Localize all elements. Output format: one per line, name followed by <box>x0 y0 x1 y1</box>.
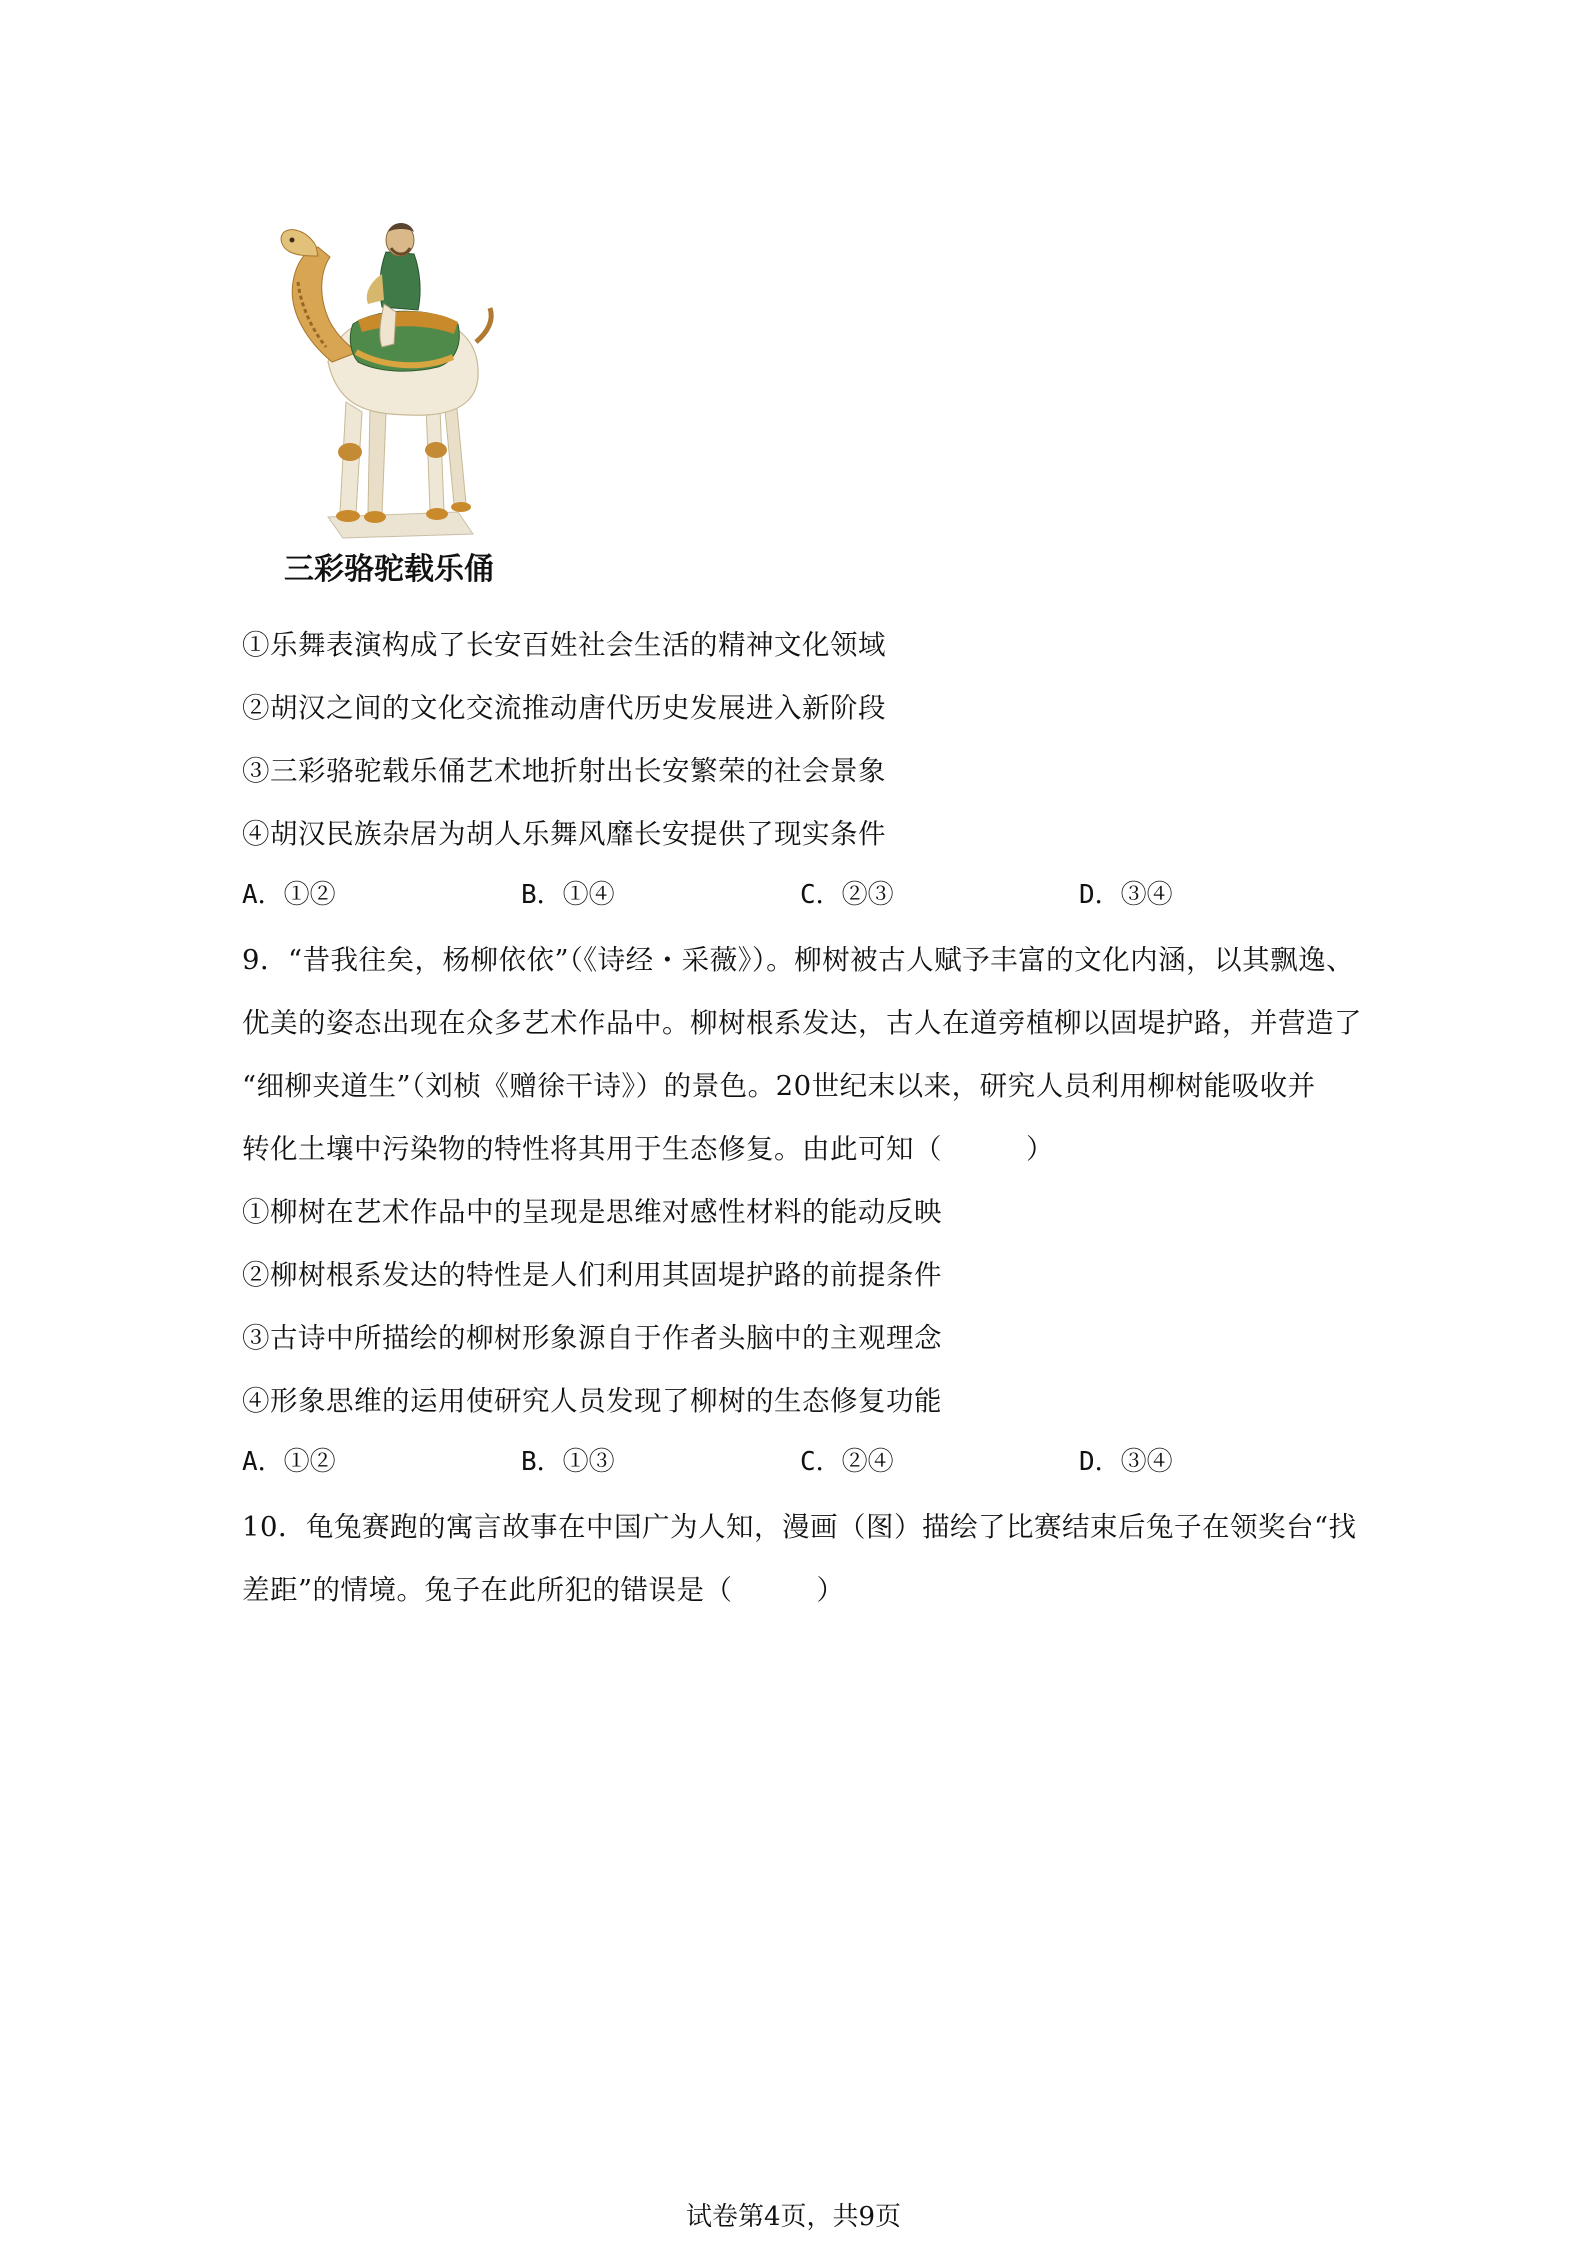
q9-option-b[interactable]: B．①③ <box>521 1447 615 1477</box>
q8-statement-1: ①乐舞表演构成了长安百姓社会生活的精神文化领域 <box>242 629 886 661</box>
q9-statement-4: ④形象思维的运用使研究人员发现了柳树的生态修复功能 <box>242 1385 942 1417</box>
q9-statement-3: ③古诗中所描绘的柳树形象源自于作者头脑中的主观理念 <box>242 1322 942 1354</box>
q9-statement-1: ①柳树在艺术作品中的呈现是思维对感性材料的能动反映 <box>242 1196 942 1228</box>
q9-option-c[interactable]: C．②④ <box>800 1447 894 1477</box>
q9-options <box>242 1441 1242 1477</box>
q8-statement-2: ②胡汉之间的文化交流推动唐代历史发展进入新阶段 <box>242 692 886 724</box>
q10-stem-line-1: 10．龟兔赛跑的寓言故事在中国广为人知，漫画（图）描绘了比赛结束后兔子在领奖台“找 <box>242 1511 1357 1543</box>
q9-option-d[interactable]: D．③④ <box>1079 1447 1173 1477</box>
q9-stem-line-4: 转化土壤中污染物的特性将其用于生态修复。由此可知（ ） <box>242 1133 1054 1165</box>
q8-statement-4: ④胡汉民族杂居为胡人乐舞风靡长安提供了现实条件 <box>242 818 886 850</box>
q9-option-a[interactable]: A．①② <box>242 1447 336 1477</box>
q8-option-b[interactable]: B．①④ <box>521 880 615 910</box>
q9-stem-line-1: 9．“昔我往矣，杨柳依依”（《诗经・采薇》）。柳树被古人赋予丰富的文化内涵，以其飘逸、 <box>242 944 1355 976</box>
q8-option-a[interactable]: A．①② <box>242 880 336 910</box>
q9-stem-line-2: 优美的姿态出现在众多艺术作品中。柳树根系发达，古人在道旁植柳以固堤护路，并营造了 <box>242 1007 1362 1039</box>
q10-stem-line-2: 差距”的情境。兔子在此所犯的错误是（ ） <box>242 1574 845 1606</box>
q8-option-d[interactable]: D．③④ <box>1079 880 1173 910</box>
q8-options <box>242 874 1242 910</box>
figure-caption: 三彩骆驼载乐俑 <box>284 552 494 587</box>
q8-statement-3: ③三彩骆驼载乐俑艺术地折射出长安繁荣的社会景象 <box>242 755 886 787</box>
page-footer: 试卷第4页，共9页 <box>685 2202 902 2232</box>
q9-statement-2: ②柳树根系发达的特性是人们利用其固堤护路的前提条件 <box>242 1259 942 1291</box>
q8-option-c[interactable]: C．②③ <box>800 880 894 910</box>
q9-stem-line-3: “细柳夹道生”（刘桢《赠徐干诗》）的景色。20世纪末以来，研究人员利用柳树能吸收并 <box>242 1070 1316 1102</box>
camel-figurine-image <box>258 212 518 542</box>
